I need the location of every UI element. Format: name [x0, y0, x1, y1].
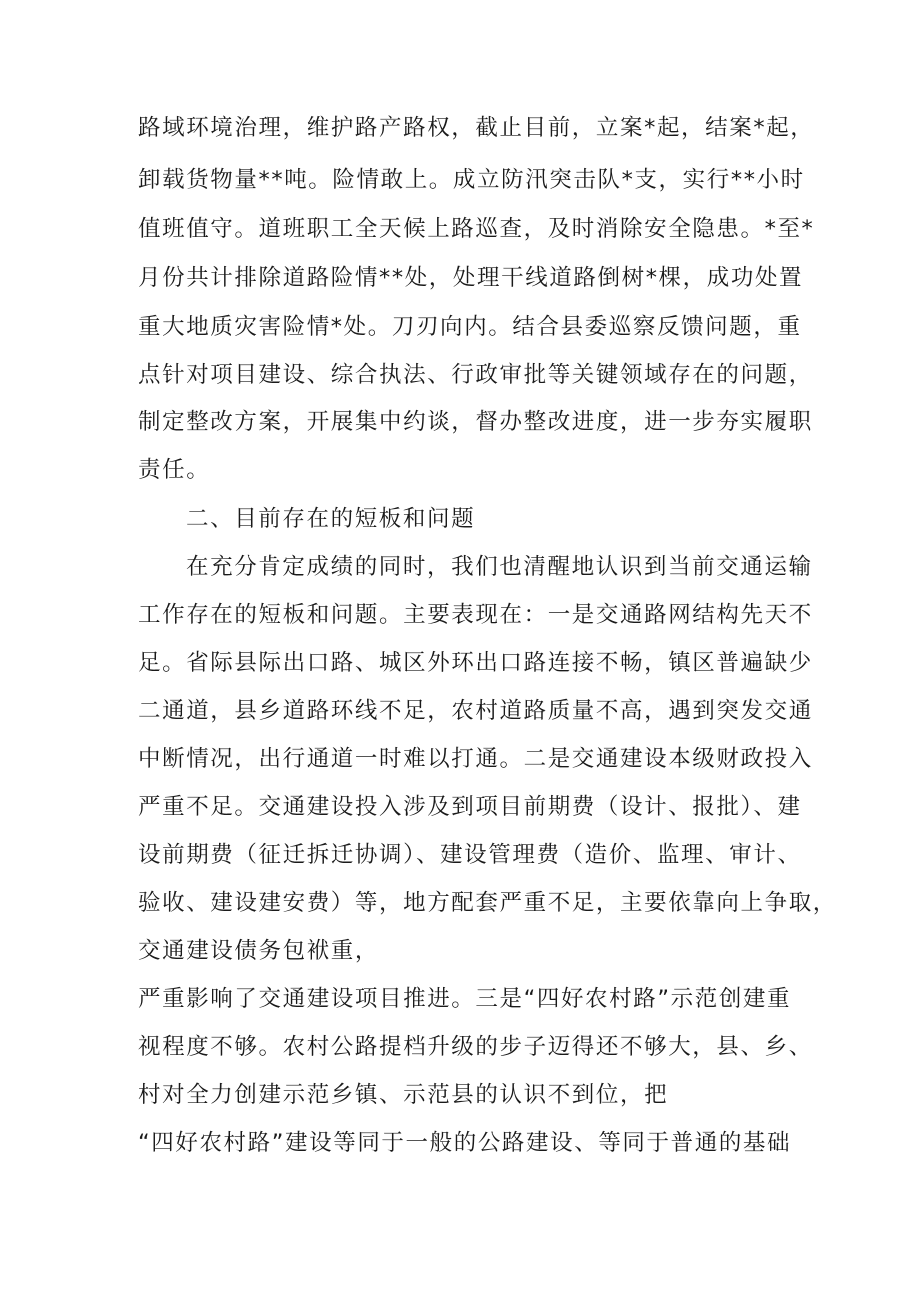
text-line: 严重不足。交通建设投入涉及到项目前期费（设计、报批）、建 — [138, 794, 802, 820]
text-line: 村对全力创建示范乡镇、示范县的认识不到位，把 — [138, 1082, 669, 1108]
text-line: 重大地质灾害险情*处。刀刃向内。结合县委巡察反馈问题，重 — [138, 314, 802, 340]
text-line: 足。省际县际出口路、城区外环出口路连接不畅，镇区普遍缺少 — [138, 650, 813, 676]
text-line: 验收、建设建安费）等，地方配套严重不足，主要依靠向上争取， — [138, 890, 837, 916]
text-line: 中断情况，出行通道一时难以打通。二是交通建设本级财政投入 — [138, 746, 813, 772]
text-line: 责任。 — [138, 457, 211, 483]
text-line: 路域环境治理，维护路产路权，截止目前，立案*起，结案*起， — [138, 115, 815, 141]
text-line: 卸载货物量**吨。险情敢上。成立防汛突击队*支，实行**小时 — [138, 167, 805, 193]
text-line: 二通道，县乡道路环线不足，农村道路质量不高，遇到突发交通 — [138, 698, 813, 724]
text-line: 制定整改方案，开展集中约谈，督办整改进度，进一步夯实履职 — [138, 409, 813, 435]
text-line: 值班值守。道班职工全天候上路巡查，及时消除安全隐患。*至* — [138, 216, 815, 242]
text-line: “四好农村路”建设等同于一般的公路建设、等同于普通的基础 — [138, 1130, 792, 1156]
text-line: 点针对项目建设、综合执法、行政审批等关键领域存在的问题， — [138, 362, 813, 388]
text-line: 设前期费（征迁拆迁协调）、建设管理费（造价、监理、审计、 — [138, 842, 802, 868]
text-line: 在充分肯定成绩的同时，我们也清醒地认识到当前交通运输 — [186, 554, 813, 580]
text-line: 视程度不够。农村公路提档升级的步子迈得还不够大，县、乡、 — [138, 1034, 813, 1060]
text-line: 月份共计排除道路险情**处，处理干线道路倒树*棵，成功处置 — [138, 265, 804, 291]
text-line: 严重影响了交通建设项目推进。三是“四好农村路”示范创建重 — [138, 986, 792, 1012]
text-line: 工作存在的短板和问题。主要表现在：一是交通路网结构先天不 — [138, 602, 813, 628]
section-heading: 二、目前存在的短板和问题 — [186, 506, 476, 532]
text-line: 交通建设债务包袱重， — [138, 938, 380, 964]
